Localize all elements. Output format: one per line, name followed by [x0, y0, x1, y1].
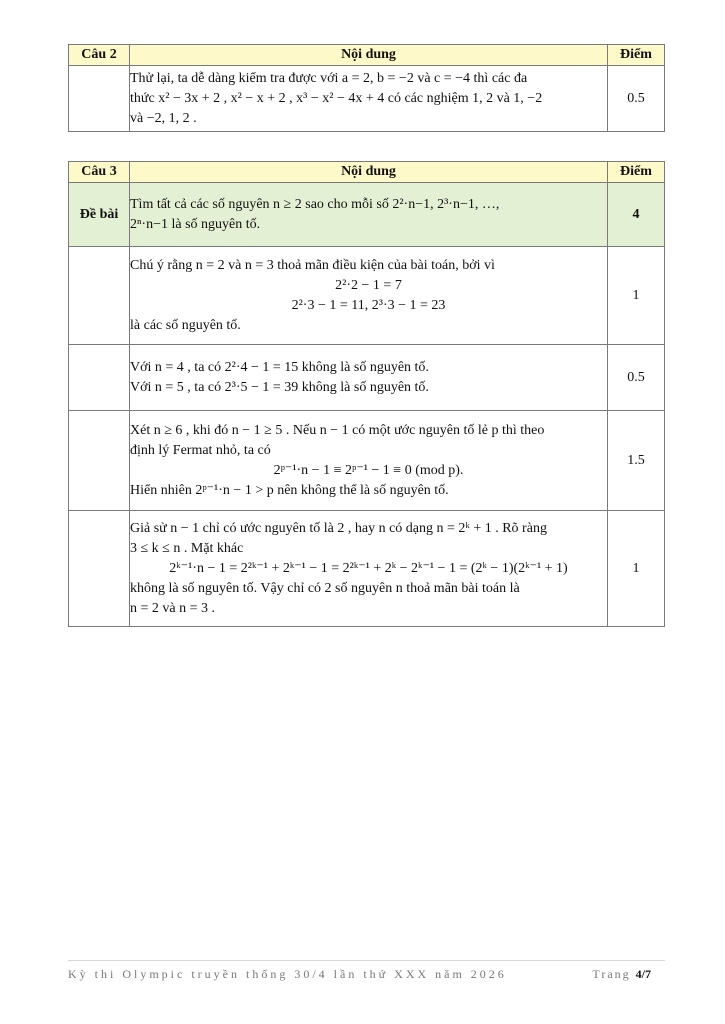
page-number-value: 4/7	[635, 967, 651, 981]
equation: 2ᵏ⁻¹·n − 1 = 2²ᵏ⁻¹ + 2ᵏ⁻¹ − 1 = 2²ᵏ⁻¹ + 2ᵏ − 2ᵏ⁻¹ − 1 = (2ᵏ − 1)(2ᵏ⁻¹ + 1)	[169, 560, 568, 576]
empty-label-cell	[69, 345, 130, 411]
problem-label: Đề bài	[69, 183, 130, 247]
score-cell: 1.5	[608, 411, 665, 511]
header-content: Nội dung	[130, 45, 608, 66]
equation: 2²·2 − 1 = 7	[335, 277, 402, 293]
text-line: là các số nguyên tố.	[130, 317, 241, 333]
equation: 2²·3 − 1 = 11, 2³·3 − 1 = 23	[291, 297, 446, 313]
problem-statement	[130, 183, 608, 247]
text-line: Chú ý rằng n = 2 và n = 3 thoả mãn điều kiện của bài toán, bởi vì	[130, 257, 495, 273]
problem-score: 4	[608, 183, 665, 247]
header-question: Câu 3	[69, 162, 130, 183]
text-line: n = 2 và n = 3 .	[130, 600, 216, 616]
header-score: Điểm	[608, 162, 665, 183]
text-line: thức x² − 3x + 2 , x² − x + 2 , x³ − x² − 4x + 4 có các nghiệm 1, 2 và 1, −2	[130, 90, 543, 106]
footer-text: Kỳ thi Olympic truyền thống 30/4 lần thứ XXX năm 2026	[68, 967, 507, 981]
content-cell	[130, 345, 608, 411]
header-question: Câu 2	[69, 45, 130, 66]
text-line: Thử lại, ta dễ dàng kiểm tra được với a = 2, b = −2 và c = −4 thì các đa	[130, 70, 528, 86]
equation: 2ᵖ⁻¹·n − 1 ≡ 2ᵖ⁻¹ − 1 ≡ 0 (mod p).	[273, 462, 464, 478]
text-line: không là số nguyên tố. Vậy chỉ có 2 số nguyên n thoả mãn bài toán là	[130, 580, 520, 596]
score-cell: 1	[608, 247, 665, 345]
answer-table-cau-2	[68, 44, 665, 132]
text-line: 3 ≤ k ≤ n . Mặt khác	[130, 540, 244, 556]
text-line: định lý Fermat nhỏ, ta có	[130, 442, 271, 458]
score-cell: 0.5	[608, 66, 665, 132]
empty-label-cell	[69, 66, 130, 132]
header-content: Nội dung	[130, 162, 608, 183]
empty-label-cell	[69, 511, 130, 627]
text-line: Với n = 4 , ta có 2²·4 − 1 = 15 không là số nguyên tố.	[130, 359, 429, 375]
answer-table-cau-3	[68, 161, 665, 627]
page-footer	[68, 960, 665, 982]
text-line: 2ⁿ·n−1 là số nguyên tố.	[130, 216, 261, 232]
score-cell: 0.5	[608, 345, 665, 411]
text-line: Xét n ≥ 6 , khi đó n − 1 ≥ 5 . Nếu n − 1 có một ước nguyên tố lẻ p thì theo	[130, 422, 545, 438]
content-cell	[130, 66, 608, 132]
content-cell	[130, 511, 608, 627]
page-label: Trang	[592, 967, 631, 981]
empty-label-cell	[69, 411, 130, 511]
empty-label-cell	[69, 247, 130, 345]
text-line: Với n = 5 , ta có 2³·5 − 1 = 39 không là số nguyên tố.	[130, 379, 429, 395]
text-line: Tìm tất cả các số nguyên n ≥ 2 sao cho mỗi số 2²·n−1, 2³·n−1, …,	[130, 196, 500, 212]
content-cell	[130, 247, 608, 345]
header-score: Điểm	[608, 45, 665, 66]
text-line: Giả sử n − 1 chỉ có ước nguyên tố là 2 , hay n có dạng n = 2ᵏ + 1 . Rõ ràng	[130, 520, 547, 536]
content-cell	[130, 411, 608, 511]
text-line: Hiển nhiên 2ᵖ⁻¹·n − 1 > p nên không thể là số nguyên tố.	[130, 482, 449, 498]
text-line: và −2, 1, 2 .	[130, 110, 197, 126]
score-cell: 1	[608, 511, 665, 627]
page-number	[592, 967, 651, 982]
